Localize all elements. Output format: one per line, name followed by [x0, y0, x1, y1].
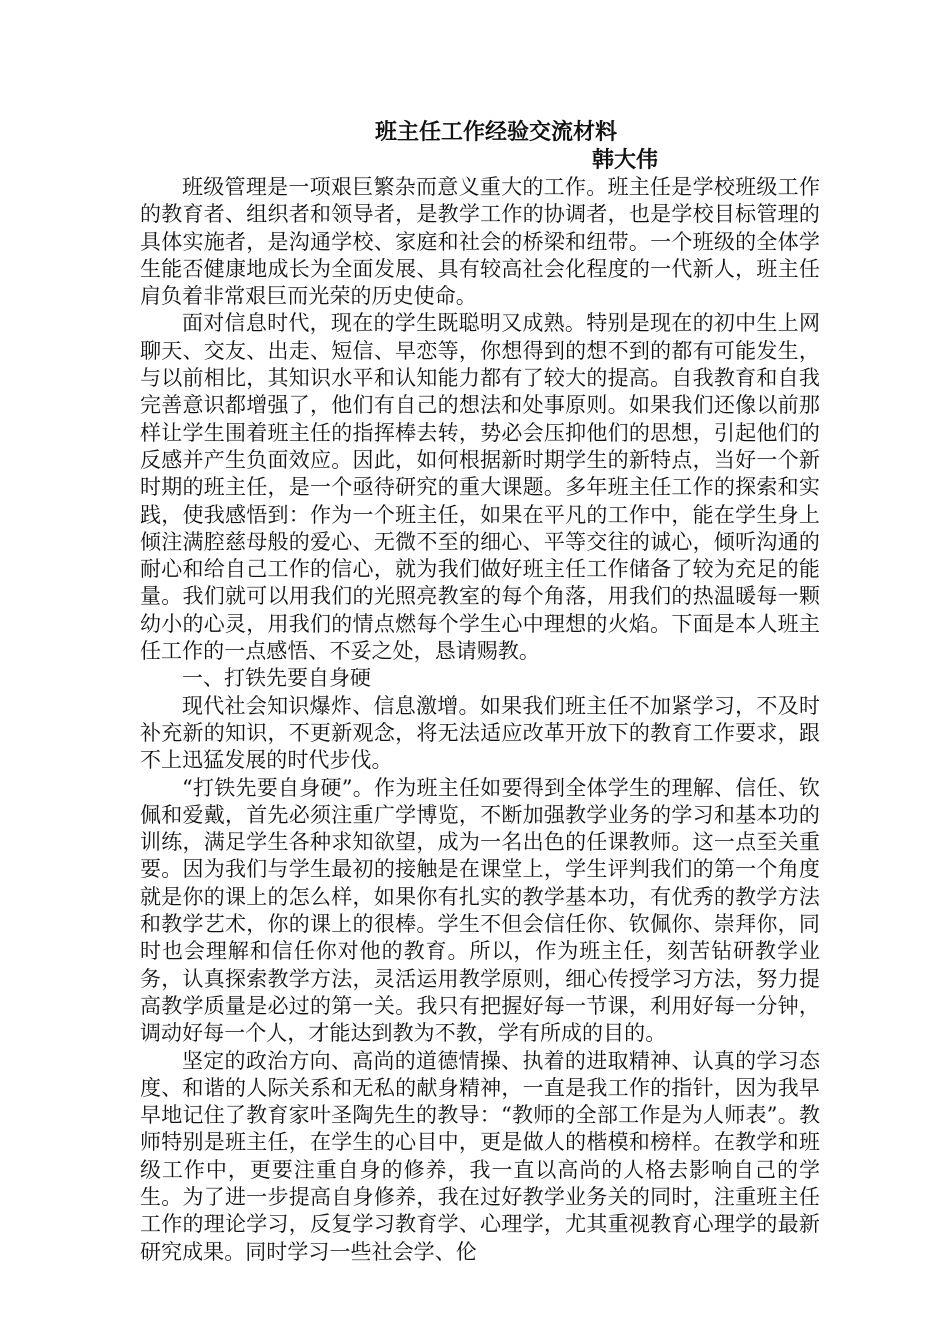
author-name: 韩大伟 — [592, 147, 659, 173]
paragraph-intro: 班级管理是一项艰巨繁杂而意义重大的工作。班主任是学校班级工作的教育者、组织者和领导者，是教学工作的协调者，也是学校目标管理的具体实施者，是沟通学校、家庭和社会的桥梁和纽带。一个班级的全体学生能否健康地成长为全面发展、具有较高社会化程度的一代新人，班主任肩负着非常艰巨而光荣的历史使命。 — [140, 175, 820, 309]
paragraph-role-model: 坚定的政治方向、高尚的道德情操、执着的进取精神、认真的学习态度、和谐的人际关系和无私的献身精神，一直是我工作的指针，因为我早早地记住了教育家叶圣陶先生的教导：“教师的全部工作是为人师表”。教师特别是班主任，在学生的心目中，更是做人的楷模和榜样。在教学和班级工作中，更要注重自身的修养，我一直以高尚的人格去影响自己的学生。为了进一步提高自身修养，我在过好教学业务关的同时，注重班主任工作的理论学习，反复学习教育学、心理学，尤其重视教育心理学的最新研究成果。同时学习一些社会学、伦 — [140, 1048, 820, 1264]
section-heading-1: 一、打铁先要自身硬 — [182, 666, 371, 691]
paragraph-self-strength: “打铁先要自身硬”。作为班主任如要得到全体学生的理解、信任、钦佩和爱戴，首先必须注重广学博览，不断加强教学业务的学习和基本功的训练，满足学生各种求知欲望，成为一名出色的任课教师。这一点至关重要。因为我们与学生最初的接触是在课堂上，学生评判我们的第一个角度就是你的课上的怎么样，如果你有扎实的教学基本功，有优秀的教学方法和教学艺术，你的课上的很棒。学生不但会信任你、钦佩你、崇拜你，同时也会理解和信任你对他的教育。所以，作为班主任，刻苦钻研教学业务，认真探索教学方法，灵活运用教学原则，细心传授学习方法，努力提高教学质量是必过的第一关。我只有把握好每一节课，利用好每一分钟，调动好每一个人，才能达到教为不教，学有所成的目的。 — [140, 775, 820, 1046]
paragraph-knowledge: 现代社会知识爆炸、信息激增。如果我们班主任不加紧学习，不及时补充新的知识，不更新观念，将无法适应改革开放下的教育工作要求，跟不上迅猛发展的时代步伐。 — [140, 693, 820, 773]
document-body — [140, 118, 820, 1266]
document-title: 班主任工作经验交流材料 — [375, 119, 618, 145]
paragraph-information-era: 面对信息时代，现在的学生既聪明又成熟。特别是现在的初中生上网聊天、交友、出走、短信、早恋等，你想得到的想不到的都有可能发生，与以前相比，其知识水平和认知能力都有了较大的提高。自我教育和自我完善意识都增强了，他们有自己的想法和处事原则。如果我们还像以前那样让学生围着班主任的指挥棒去转，势必会压抑他们的思想，引起他们的反感并产生负面效应。因此，如何根据新时期学生的新特点，当好一个新时期的班主任，是一个亟待研究的重大课题。多年班主任工作的探索和实践，使我感悟到：作为一个班主任，如果在平凡的工作中，能在学生身上倾注满腔慈母般的爱心、无微不至的细心、平等交往的诚心，倾听沟通的耐心和给自己工作的信心，就为我们做好班主任工作储备了较为充足的能量。我们就可以用我们的光照亮教室的每个角落，用我们的热温暖每一颗幼小的心灵，用我们的情点燃每个学生心中理想的火焰。下面是本人班主任工作的一点感悟、不妥之处，恳请赐教。 — [140, 311, 820, 664]
